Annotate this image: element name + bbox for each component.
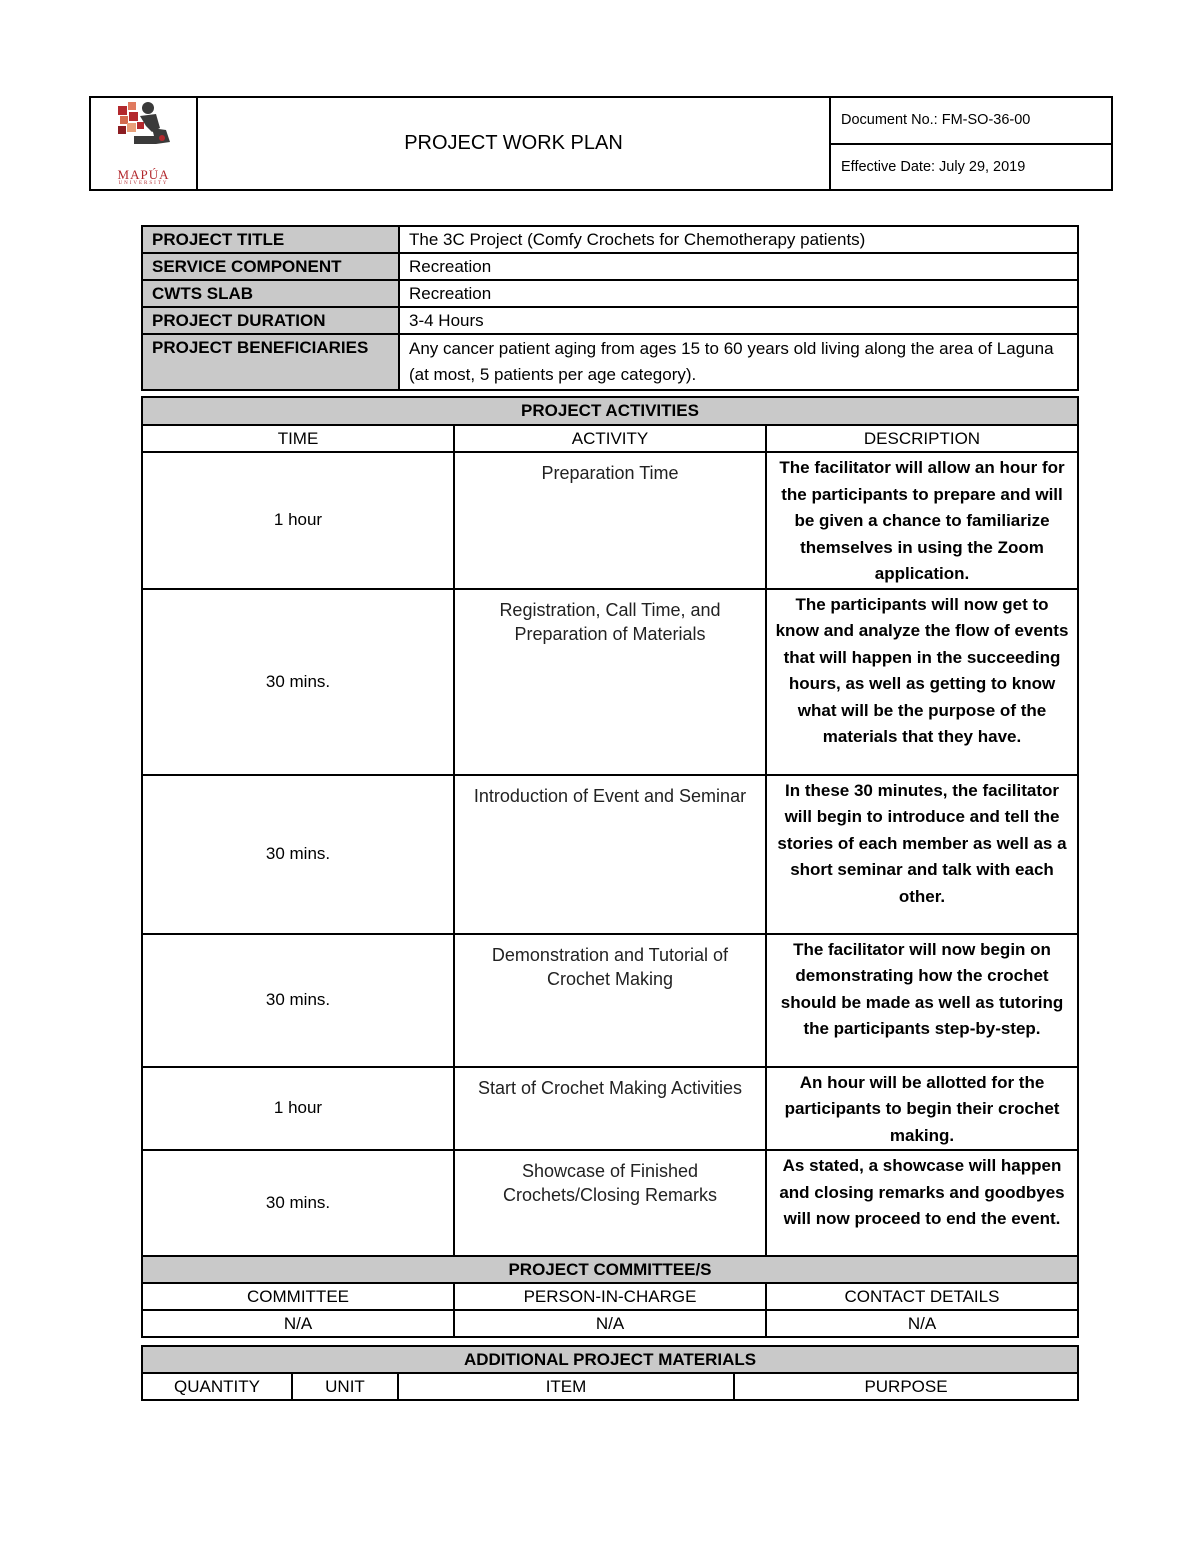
- activity-name: Demonstration and Tutorial of Crochet Making: [454, 934, 766, 1067]
- info-value: Recreation: [399, 280, 1078, 307]
- table-row: [142, 1067, 1078, 1151]
- info-row-beneficiaries: [142, 334, 1078, 390]
- project-info-table: [141, 225, 1079, 391]
- activity-time: 30 mins.: [142, 775, 454, 934]
- column-header: PURPOSE: [734, 1373, 1078, 1400]
- table-row: [142, 1310, 1078, 1337]
- document-header: [89, 96, 1113, 191]
- person-in-charge-value: N/A: [454, 1310, 766, 1337]
- info-label: PROJECT DURATION: [142, 307, 399, 334]
- info-value: The 3C Project (Comfy Crochets for Chemotherapy patients): [399, 226, 1078, 253]
- effective-date: Effective Date: July 29, 2019: [830, 144, 1112, 191]
- contact-details-value: N/A: [766, 1310, 1078, 1337]
- info-value: Recreation: [399, 253, 1078, 280]
- committee-value: N/A: [142, 1310, 454, 1337]
- info-row-title: [142, 226, 1078, 253]
- column-header: COMMITTEE: [142, 1283, 454, 1310]
- project-activities-table: [141, 396, 1079, 1257]
- document-title: PROJECT WORK PLAN: [197, 97, 830, 190]
- table-row: [142, 775, 1078, 934]
- activity-time: 1 hour: [142, 1067, 454, 1151]
- column-header: CONTACT DETAILS: [766, 1283, 1078, 1310]
- info-row-service: [142, 253, 1078, 280]
- activity-description: An hour will be allotted for the participants to begin their crochet making.: [766, 1067, 1078, 1151]
- activity-name: Showcase of Finished Crochets/Closing Remarks: [454, 1150, 766, 1256]
- activity-time: 30 mins.: [142, 934, 454, 1067]
- column-header: DESCRIPTION: [766, 425, 1078, 452]
- section-heading: PROJECT COMMITTEE/S: [142, 1256, 1078, 1283]
- info-label: PROJECT BENEFICIARIES: [142, 334, 399, 390]
- column-header: ACTIVITY: [454, 425, 766, 452]
- mapua-seal-icon: [112, 98, 176, 187]
- column-header: PERSON-IN-CHARGE: [454, 1283, 766, 1310]
- column-header: ITEM: [398, 1373, 734, 1400]
- activity-time: 30 mins.: [142, 589, 454, 775]
- info-row-slab: [142, 280, 1078, 307]
- activity-name: Preparation Time: [454, 452, 766, 589]
- info-label: PROJECT TITLE: [142, 226, 399, 253]
- activity-description: In these 30 minutes, the facilitator will begin to introduce and tell the stories of each member as well as a short seminar and talk with each other.: [766, 775, 1078, 934]
- table-row: [142, 934, 1078, 1067]
- activity-description: As stated, a showcase will happen and closing remarks and goodbyes will now proceed to end the event.: [766, 1150, 1078, 1256]
- logo-cell: [90, 97, 197, 190]
- activity-name: Start of Crochet Making Activities: [454, 1067, 766, 1151]
- column-header: QUANTITY: [142, 1373, 292, 1400]
- additional-materials-table: [141, 1345, 1079, 1401]
- table-row: [142, 1150, 1078, 1256]
- project-committee-table: [141, 1255, 1079, 1338]
- activity-description: The facilitator will allow an hour for the participants to prepare and will be given a chance to familiarize themselves in using the Zoom application.: [766, 452, 1078, 589]
- info-label: CWTS SLAB: [142, 280, 399, 307]
- activity-description: The participants will now get to know and analyze the flow of events that will happen in the succeeding hours, as well as getting to know what will be the purpose of the materials that they have.: [766, 589, 1078, 775]
- activity-description: The facilitator will now begin on demonstrating how the crochet should be made as well as tutoring the participants step-by-step.: [766, 934, 1078, 1067]
- info-row-duration: [142, 307, 1078, 334]
- section-heading: PROJECT ACTIVITIES: [142, 397, 1078, 425]
- activity-time: 1 hour: [142, 452, 454, 589]
- activity-name: Registration, Call Time, and Preparation of Materials: [454, 589, 766, 775]
- info-value: Any cancer patient aging from ages 15 to 60 years old living along the area of Laguna (at most, 5 patients per age category).: [399, 334, 1078, 390]
- info-label: SERVICE COMPONENT: [142, 253, 399, 280]
- activity-time: 30 mins.: [142, 1150, 454, 1256]
- activity-name: Introduction of Event and Seminar: [454, 775, 766, 934]
- column-header: TIME: [142, 425, 454, 452]
- table-row: [142, 452, 1078, 589]
- table-row: [142, 589, 1078, 775]
- logo-subtext: UNIVERSITY: [118, 181, 169, 186]
- info-value: 3-4 Hours: [399, 307, 1078, 334]
- section-heading: ADDITIONAL PROJECT MATERIALS: [142, 1346, 1078, 1373]
- document-number: Document No.: FM-SO-36-00: [830, 97, 1112, 144]
- column-header: UNIT: [292, 1373, 398, 1400]
- logo-text: MAPÚA: [117, 167, 170, 182]
